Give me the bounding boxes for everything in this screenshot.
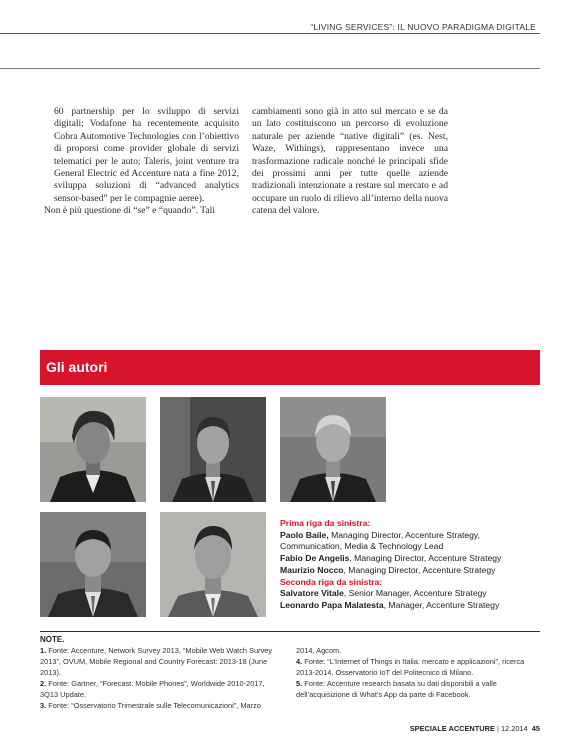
author-photo-maurizio-nocco [280,397,386,502]
notes-column-1 [40,645,280,711]
article-paragraph: 60 partnership per lo sviluppo di servizi digitali; Vodafone ha recentemente acquisito Cobra Automotive Technologies con l’obiettivo di proporsi come provider globale di servizi telematici per le auto; Taleris, joint venture tra General Electric ed Accenture nata a fine 2012, sviluppa soluzioni di “advanced analytics sensor-based” per le compagnie aeree). [54,106,239,204]
author-role: , Managing Director, Accenture Strategy [343,564,496,575]
author-photo-salvatore-vitale [40,512,146,617]
article-paragraph: cambiamenti sono già in atto sul mercato e se da un lato costituiscono un percorso di evoluzione naturale per aziende “native digitali” (es. Nest, Waze, Withings), rappresentano invece una trasformazione radicale nonché le principali sfide dei prossimi anni per tutte quelle aziende tradizionali intenzionate a restare sul mercato e ad occupare un ruolo di rilievo all’interno della nuova catena del valore. [252,106,448,217]
section-rule [0,68,540,69]
author-name: Fabio De Angelis [280,553,350,564]
notes-rule [40,631,540,632]
note-item [40,645,280,678]
article-column-1 [44,106,239,218]
author-line [280,600,540,612]
note-item [40,700,280,711]
note-item [296,656,540,678]
author-name: Leonardo Papa Malatesta [280,599,384,610]
author-line [280,553,540,565]
authors-banner [40,350,540,385]
running-header: “LIVING SERVICES”: IL NUOVO PARADIGMA DIGITALE [310,22,536,32]
author-role: Managing Director, Accenture Strategy, [328,529,480,540]
row2-heading: Seconda riga da sinistra: [280,576,383,587]
header-rule [0,33,540,34]
article-paragraph: Non è più questione di “se” e “quando”. Tali [44,205,215,217]
author-photo-fabio-de-angelis [160,397,266,502]
publication-name: SPECIALE ACCENTURE [409,724,495,733]
author-photo-leonardo-papa-malatesta [160,512,266,617]
note-number: 2. [40,679,47,688]
author-line [280,565,540,577]
note-text: Fonte: Accenture research basata su dati disponibili a valle dell’acquisizione di What’s App da parte di Facebook. [296,679,497,699]
author-line [280,588,540,600]
note-text: Fonte: Accenture, Network Survey 2013, “Mobile Web Watch Survey 2013”, OVUM, Mobile Regional and Country Forecast: 2013-18 (June 2013). [40,646,273,677]
author-role-continued: Communication, Media & Technology Lead [280,541,444,552]
author-photo-paolo-baile [40,397,146,502]
article-column-2 [252,106,448,218]
note-text: Fonte: “Osservatorio Trimestrale sulle Telecomunicazioni”, Marzo [46,701,261,710]
author-role: , Senior Manager, Accenture Strategy [343,588,487,599]
notes-title: NOTE. [40,635,65,644]
note-text: Fonte: Gartner, “Forecast: Mobile Phones”, Worldwide 2010-2017, 3Q13 Update. [40,679,265,699]
authors-banner-title: Gli autori [46,359,108,375]
page-footer [410,724,540,733]
author-line [280,530,540,542]
note-text: Fonte: “L’Internet of Things in Italia: mercato e applicazioni”, ricerca 2013-2014, Osservatorio IoT del Politecnico di Milano. [296,657,525,677]
notes-column-2 [296,645,540,700]
page-number: 45 [531,724,540,733]
row1-heading: Prima riga da sinistra: [280,518,371,528]
footer-separator: | [496,724,499,733]
author-role: , Manager, Accenture Strategy [383,599,500,610]
author-name: Salvatore Vitale [280,588,344,599]
note-number: 5. [296,679,303,688]
note-number: 1. [40,646,47,655]
note-continued: 2014, Agcom. [296,646,342,655]
note-item [40,678,280,700]
author-name: Maurizio Nocco [280,564,344,575]
author-name: Paolo Baile, [280,529,329,540]
authors-caption [280,518,540,612]
note-item [296,678,540,700]
issue-date: 12.2014 [500,724,528,733]
note-number: 4. [296,657,303,666]
author-role: , Managing Director, Accenture Strategy [349,553,502,564]
note-number: 3. [40,701,47,710]
